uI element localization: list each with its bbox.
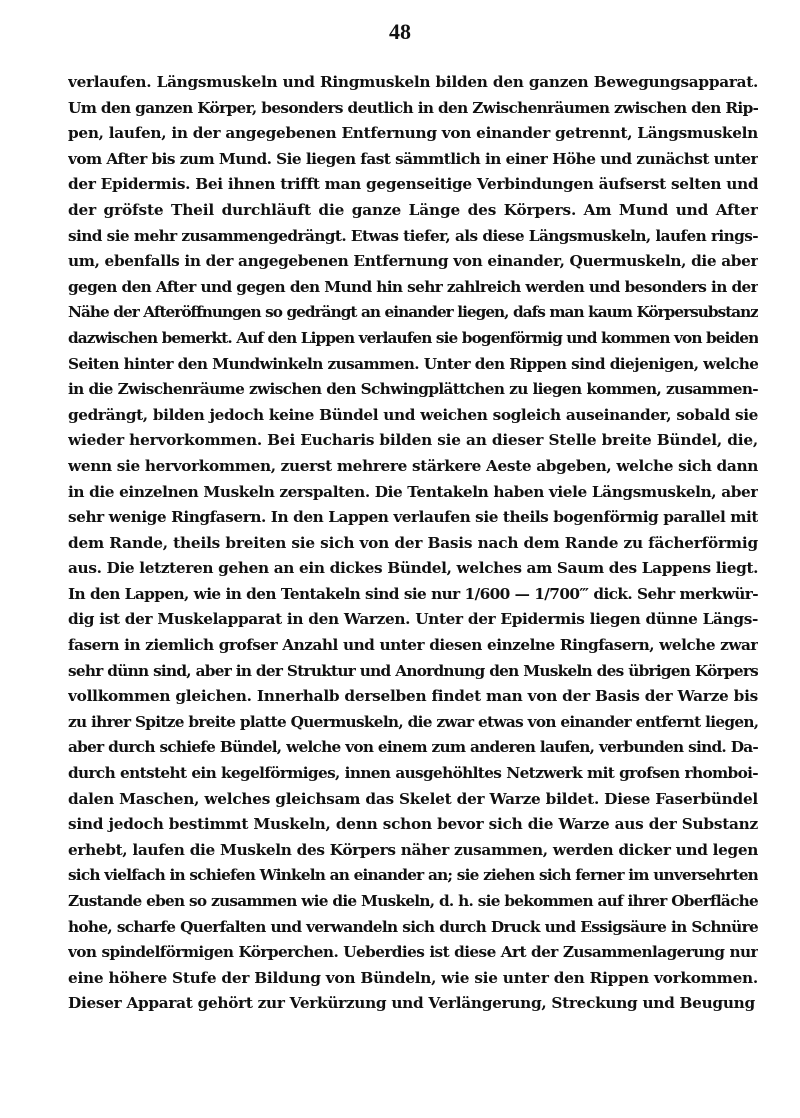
text-line: aus. Die letzteren gehen an ein dickes Bündel, welches am Saum des Lappens liegt. — [68, 559, 758, 578]
text-line: dig ist der Muskelapparat in den Warzen. Unter der Epidermis liegen dünne Längs- — [68, 610, 758, 629]
text-line: in die Zwischenräume zwischen den Schwingplättchen zu liegen kommen, zusammen- — [68, 380, 758, 399]
text-line: der gröfste Theil durchläuft die ganze Länge des Körpers. Am Mund und After — [68, 200, 758, 219]
text-line: sind jedoch bestimmt Muskeln, denn schon bevor sich die Warze aus der Substanz — [68, 815, 758, 834]
text-line: verlaufen. Längsmuskeln und Ringmuskeln bilden den ganzen Bewegungsapparat. — [68, 73, 758, 91]
text-line: erhebt, laufen die Muskeln des Körpers näher zusammen, werden dicker und legen — [68, 840, 758, 859]
text-line: fasern in ziemlich grofser Anzahl und unter diesen einzelne Ringfasern, welche zwar — [68, 636, 758, 655]
text-line: vollkommen gleichen. Innerhalb derselben findet man von der Basis der Warze bis — [68, 687, 758, 706]
text-line: sehr wenige Ringfasern. In den Lappen verlaufen sie theils bogenförmig parallel mit — [68, 508, 758, 527]
text-line: Um den ganzen Körper, besonders deutlich in den Zwischenräumen zwischen den Rip- — [68, 98, 758, 117]
page-number: 48 — [389, 19, 411, 44]
text-line: wenn sie hervorkommen, zuerst mehrere stärkere Aeste abgeben, welche sich dann — [68, 456, 758, 475]
text-line: sind sie mehr zusammengedrängt. Etwas tiefer, als diese Längsmuskeln, laufen rings- — [68, 226, 758, 245]
text-line: pen, laufen, in der angegebenen Entfernung von einander getrennt, Längsmuskeln — [68, 124, 758, 143]
body-text — [68, 70, 758, 1017]
text-line: dazwischen bemerkt. Auf den Lippen verlaufen sie bogenförmig und kommen von beiden — [68, 328, 758, 347]
text-line: eine höhere Stufe der Bildung von Bündeln, wie sie unter den Rippen vorkommen. — [68, 968, 758, 987]
text-line: Seiten hinter den Mundwinkeln zusammen. Unter den Rippen sind diejenigen, welche — [68, 354, 758, 373]
text-line: zu ihrer Spitze breite platte Quermuskeln, die zwar etwas von einander entfernt liegen, — [68, 712, 758, 731]
text-line: sich vielfach in schiefen Winkeln an einander an; sie ziehen sich ferner im unversehrten — [68, 866, 758, 885]
text-line: Zustande eben so zusammen wie die Muskeln, d. h. sie bekommen auf ihrer Oberfläche — [68, 892, 758, 910]
text-line: sehr dünn sind, aber in der Struktur und Anordnung den Muskeln des übrigen Körpers — [68, 661, 758, 680]
text-line: aber durch schiefe Bündel, welche von einem zum anderen laufen, verbunden sind. Da- — [68, 738, 758, 757]
text-line: gedrängt, bilden jedoch keine Bündel und weichen sogleich auseinander, sobald sie — [68, 405, 758, 424]
text-line: durch entsteht ein kegelförmiges, innen ausgehöhltes Netzwerk mit grofsen rhomboi- — [68, 764, 758, 783]
text-line: von spindelförmigen Körperchen. Ueberdies ist diese Art der Zusammenlagerung nur — [68, 943, 758, 962]
text-line: In den Lappen, wie in den Tentakeln sind sie nur 1/600 — 1/700‴ dick. Sehr merkwür- — [68, 584, 758, 603]
text-line: dem Rande, theils breiten sie sich von der Basis nach dem Rande zu fächerförmig — [68, 533, 758, 552]
text-line: Dieser Apparat gehört zur Verkürzung und Verlängerung, Streckung und Beugung — [68, 994, 755, 1013]
text-line: in die einzelnen Muskeln zerspalten. Die Tentakeln haben viele Längsmuskeln, aber — [68, 482, 758, 501]
text-line: der Epidermis. Bei ihnen trifft man gegenseitige Verbindungen äufserst selten und — [68, 175, 758, 194]
text-line: wieder hervorkommen. Bei Eucharis bilden sie an dieser Stelle breite Bündel, die, — [68, 431, 758, 450]
text-line: hohe, scharfe Querfalten und verwandeln sich durch Druck und Essigsäure in Schnüre — [68, 917, 758, 936]
text-line: vom After bis zum Mund. Sie liegen fast sämmtlich in einer Höhe und zunächst unter — [68, 149, 758, 168]
text-line: dalen Maschen, welches gleichsam das Skelet der Warze bildet. Diese Faserbündel — [68, 789, 758, 808]
text-line: gegen den After und gegen den Mund hin sehr zahlreich werden und besonders in der — [68, 277, 758, 296]
text-line: Nähe der Afteröffnungen so gedrängt an einander liegen, dafs man kaum Körpersubstanz — [68, 303, 758, 322]
text-line: um, ebenfalls in der angegebenen Entfernung von einander, Quermuskeln, die aber — [68, 252, 758, 271]
